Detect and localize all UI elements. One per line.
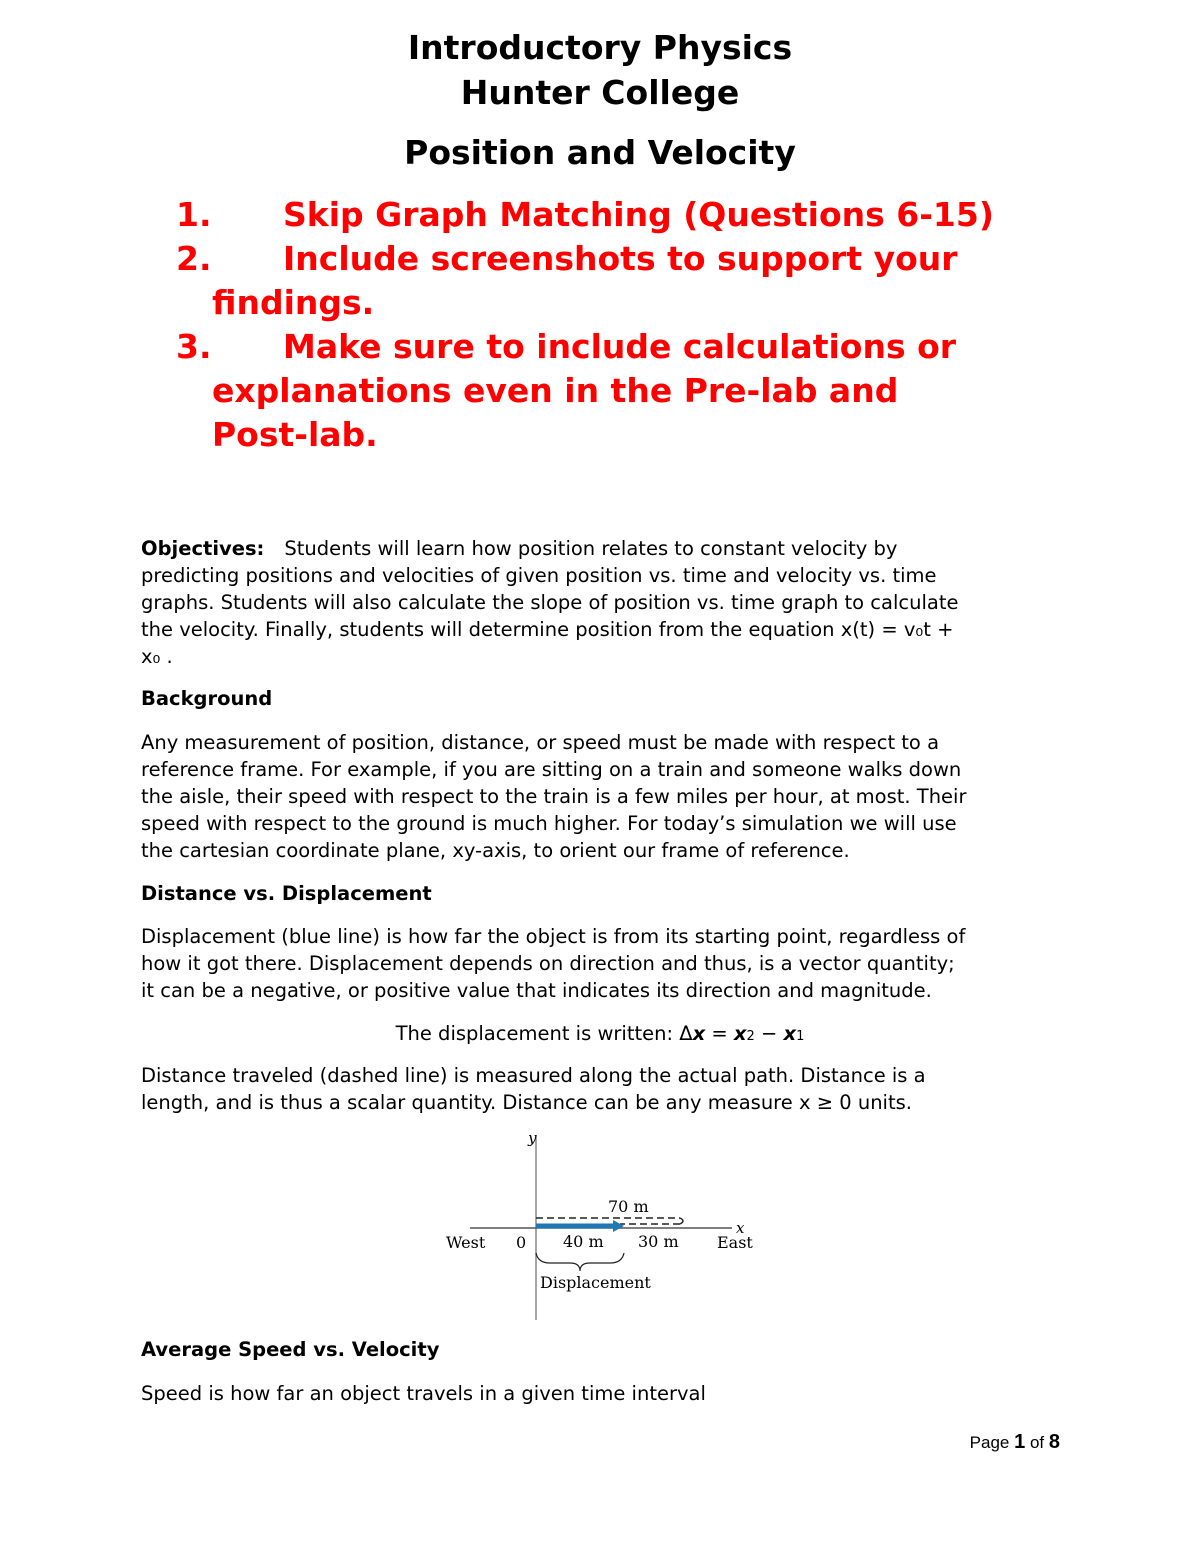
y-axis-label: y xyxy=(528,1129,537,1147)
west-label: West xyxy=(446,1233,486,1252)
background-heading: Background xyxy=(141,687,273,710)
instruction-item: 3. Make sure to include calculations or explanations even in the Pre-lab and Post-lab. xyxy=(176,327,957,454)
college-name: Hunter College xyxy=(460,73,740,112)
instruction-item: 1. Skip Graph Matching (Questions 6-15) xyxy=(176,195,994,234)
background-line: Any measurement of position, distance, or speed must be made with respect to a xyxy=(141,731,940,754)
displacement-arrowhead xyxy=(613,1220,624,1232)
objectives-line: predicting positions and velocities of given position vs. time and velocity vs. time xyxy=(141,564,937,587)
background-line: the cartesian coordinate plane, xy-axis, to orient our frame of reference. xyxy=(141,839,850,862)
distance-heading: Distance vs. Displacement xyxy=(141,882,432,905)
background-line: reference frame. For example, if you are sitting on a train and someone walks down xyxy=(141,758,962,781)
total-distance-label: 70 m xyxy=(608,1197,649,1216)
objectives-line: Objectives: Students will learn how position relates to constant velocity by xyxy=(141,537,898,560)
objectives-label: Objectives: xyxy=(141,537,265,560)
instruction-item: 2. Include screenshots to support your findings. xyxy=(176,239,958,322)
segment-2-label: 30 m xyxy=(638,1232,679,1251)
distance-line: Distance traveled (dashed line) is measured along the actual path. Distance is a xyxy=(141,1064,926,1087)
distance-turn xyxy=(680,1218,683,1224)
displacement-label: Displacement xyxy=(540,1273,651,1292)
objectives-line: x₀ . xyxy=(141,645,173,668)
objectives-line: graphs. Students will also calculate the slope of position vs. time graph to calculate xyxy=(141,591,959,614)
distance-line: it can be a negative, or positive value that indicates its direction and magnitude. xyxy=(141,979,932,1002)
displacement-diagram xyxy=(430,1125,770,1325)
page-total: 8 xyxy=(1048,1431,1060,1453)
distance-line: length, and is thus a scalar quantity. Distance can be any measure x ≥ 0 units. xyxy=(141,1091,912,1114)
page-footer: Page 1 of 8 xyxy=(969,1431,1060,1453)
page-number: 1 xyxy=(1014,1431,1026,1453)
east-label: East xyxy=(717,1233,753,1252)
x-axis-label: x xyxy=(736,1219,745,1237)
background-line: speed with respect to the ground is much higher. For today’s simulation we will use xyxy=(141,812,957,835)
segment-1-label: 40 m xyxy=(563,1232,604,1251)
background-line: the aisle, their speed with respect to the train is a few miles per hour, at most. Their xyxy=(141,785,967,808)
displacement-equation: The displacement is written: Δx = x2 − x1 xyxy=(395,1022,805,1045)
course-title: Introductory Physics xyxy=(407,28,793,67)
origin-label: 0 xyxy=(516,1233,527,1252)
objectives-line: the velocity. Finally, students will determine position from the equation x(t) = v₀t + xyxy=(141,618,954,641)
distance-line: Displacement (blue line) is how far the object is from its starting point, regardless of xyxy=(141,925,966,948)
speed-heading: Average Speed vs. Velocity xyxy=(141,1338,440,1361)
displacement-brace xyxy=(536,1253,624,1271)
speed-line: Speed is how far an object travels in a given time interval xyxy=(141,1382,706,1405)
distance-line: how it got there. Displacement depends on direction and thus, is a vector quantity; xyxy=(141,952,955,975)
lab-title: Position and Velocity xyxy=(404,133,796,172)
instruction-list xyxy=(176,193,1076,457)
